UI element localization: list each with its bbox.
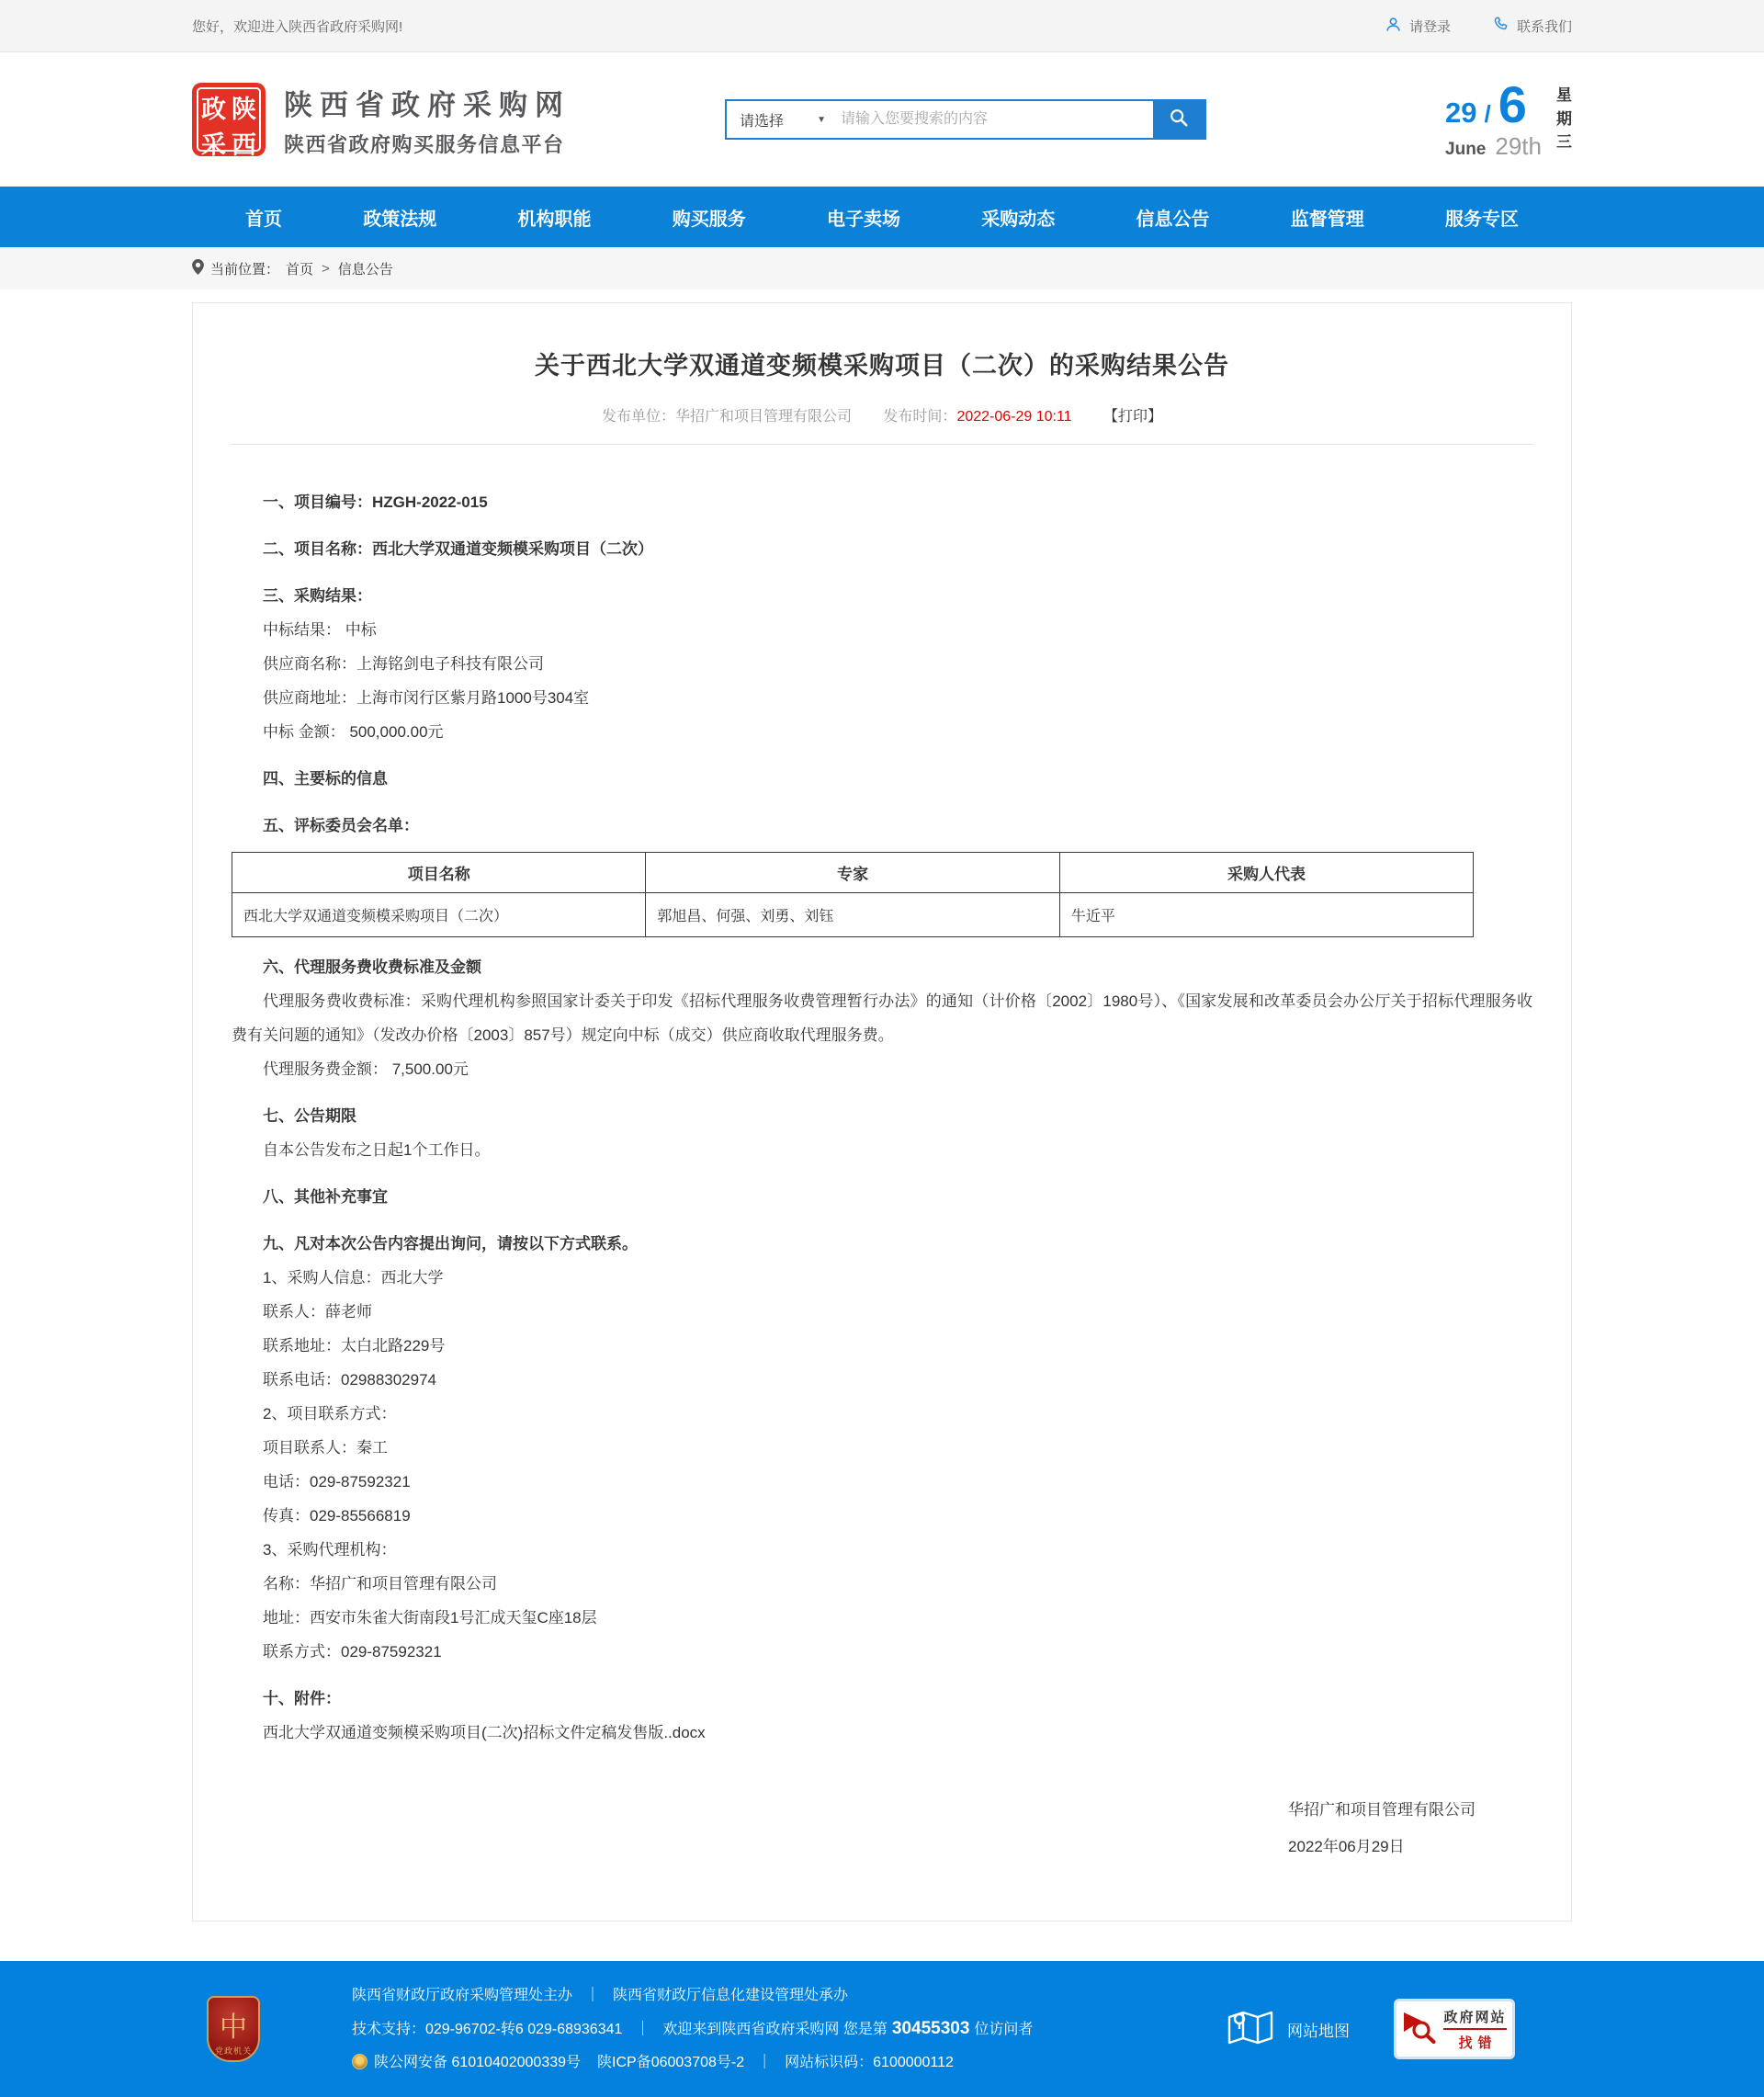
paragraph: 供应商地址：上海市闵行区紫月路1000号304室 [263, 689, 590, 707]
paragraph: 代理服务费收费标准：采购代理机构参照国家计委关于印发《招标代理服务收费管理暂行办法》的通知（计价格〔2002〕1980号）、《国家发展和改革委员会办公厅关于招标代理服务收费有关问题的通知》（发改办价格〔2003〕857号）规定向中标（成交）供应商收取代理服务费。 [232, 992, 1532, 1044]
paragraph: 2、项目联系方式： [263, 1405, 397, 1423]
sitemap-label: 网站地图 [1287, 2022, 1350, 2040]
breadcrumb-home-link[interactable]: 首页 [286, 261, 314, 278]
footer-host: 陕西省财政厅政府采购管理处主办 [352, 1987, 573, 2003]
nav-item-news[interactable]: 采购动态 [981, 209, 1056, 230]
nav-item-service[interactable]: 服务专区 [1445, 209, 1519, 230]
date-separator: / [1484, 99, 1491, 128]
paragraph: 自本公告发布之日起1个工作日。 [263, 1141, 491, 1159]
table-header-cell: 项目名称 [232, 853, 646, 893]
footer [0, 1961, 1764, 2097]
footer-line-1 [352, 1979, 1033, 2012]
section-heading: 七、公告期限 [263, 1107, 356, 1125]
paragraph: 中标结果： 中标 [263, 621, 377, 639]
article-meta [193, 404, 1571, 425]
table-header-cell: 专家 [646, 853, 1059, 893]
signature-block [232, 1792, 1532, 1865]
weekday-vertical: 星 期 三 [1556, 86, 1572, 152]
nav-item-supervision[interactable]: 监督管理 [1290, 209, 1364, 230]
meta-publisher: 华招广和项目管理有限公司 [674, 409, 852, 425]
site-title: 陕西省政府采购网 [284, 88, 571, 121]
section-heading: 四、主要标的信息 [263, 770, 388, 788]
person-icon [1385, 16, 1402, 37]
find-error-subtitle: 找错 [1458, 2035, 1498, 2051]
paragraph: 项目联系人：秦工 [263, 1439, 388, 1457]
section-heading: 五、评标委员会名单： [263, 817, 419, 834]
search-icon [1169, 108, 1189, 132]
login-button[interactable] [1385, 16, 1451, 37]
separator: ｜ [585, 1987, 601, 2003]
search-box [725, 99, 1206, 140]
contact-label: 联系我们 [1516, 18, 1572, 35]
paragraph: 中标 金额： 500,000.00元 [263, 723, 444, 741]
nav-item-notice[interactable]: 信息公告 [1136, 209, 1210, 230]
paragraph: 1、采购人信息：西北大学 [263, 1269, 444, 1287]
topbar-welcome: 您好，欢迎进入陕西省政府采购网! [192, 18, 403, 35]
paragraph: 联系地址：太白北路229号 [263, 1337, 446, 1355]
date-day: 29 [1445, 96, 1477, 129]
search-button[interactable] [1153, 101, 1204, 138]
date-widget [1445, 74, 1572, 161]
footer-text [352, 1979, 1033, 2080]
signature-date: 2022年06月29日 [1288, 1838, 1405, 1855]
welcome-text: 欢迎来到陕西省政府采购网 您是第 [662, 2021, 888, 2037]
separator: ｜ [635, 2021, 650, 2037]
table-cell: 牛近平 [1059, 893, 1473, 937]
table-row [232, 893, 1474, 937]
section-heading: 九、凡对本次公告内容提出询问，请按以下方式联系。 [263, 1235, 638, 1253]
date-month-name: June [1445, 139, 1487, 159]
police-badge-icon [352, 2054, 368, 2069]
site-id: 网站标识码：6100000112 [785, 2054, 954, 2070]
section-heading: 二、项目名称：西北大学双通道变频模采购项目（二次） [263, 540, 653, 558]
sitemap-button[interactable] [1227, 2008, 1350, 2051]
table-header-cell: 采购人代表 [1059, 853, 1473, 893]
paragraph: 联系电话：02988302974 [263, 1371, 437, 1389]
find-error-badge[interactable] [1394, 1999, 1515, 2059]
nav-item-mall[interactable]: 电子卖场 [827, 209, 900, 230]
main-nav [0, 187, 1764, 247]
footer-cohost: 陕西省财政厅信息化建设管理处承办 [613, 1987, 849, 2003]
section-heading: 六、代理服务费收费标准及金额 [263, 958, 481, 976]
gov-badge-label: 党政机关 [214, 2046, 252, 2056]
site-logo[interactable] [192, 83, 266, 159]
gov-emblem-icon: 中 [220, 2012, 247, 2043]
attachment-link[interactable]: 西北大学双通道变频模采购项目(二次)招标文件定稿发售版..docx [263, 1724, 706, 1741]
icp-link[interactable]: 陕ICP备06003708号-2 [597, 2054, 745, 2070]
article-card [192, 302, 1572, 1921]
section-heading: 八、其他补充事宜 [263, 1188, 388, 1206]
paragraph: 3、采购代理机构： [263, 1541, 397, 1559]
location-pin-icon [192, 259, 204, 278]
tech-support: 技术支持：029-96702-转6 029-68936341 [352, 2021, 623, 2037]
date-month: 6 [1498, 74, 1527, 133]
find-error-icon [1402, 2011, 1437, 2048]
separator: ｜ [757, 2054, 773, 2070]
paragraph: 供应商名称：上海铭剑电子科技有限公司 [263, 655, 544, 673]
paragraph: 传真：029-85566819 [263, 1507, 411, 1525]
meta-time: 2022-06-29 10:11 [956, 409, 1072, 425]
nav-item-org[interactable]: 机构职能 [517, 209, 592, 230]
paragraph: 代理服务费金额： 7,500.00元 [263, 1060, 469, 1078]
print-button[interactable]: 【打印】 [1103, 409, 1163, 425]
chevron-down-icon: ▼ [817, 114, 826, 125]
login-label: 请登录 [1408, 18, 1451, 35]
article-title: 关于西北大学双通道变频模采购项目（二次）的采购结果公告 [535, 352, 1229, 380]
search-category-select[interactable] [727, 101, 837, 138]
nav-item-purchase[interactable]: 购买服务 [672, 209, 746, 230]
footer-line-3 [352, 2046, 1033, 2080]
paragraph: 联系方式：029-87592321 [263, 1643, 442, 1661]
breadcrumb-current: 信息公告 [337, 261, 393, 278]
meta-publisher-label: 发布单位： [601, 409, 675, 425]
logo-char: 采 [201, 131, 226, 159]
header [0, 52, 1764, 187]
paragraph: 地址：西安市朱雀大街南段1号汇成天玺C座18层 [263, 1609, 597, 1627]
meta-time-label: 发布时间： [883, 409, 957, 425]
phone-icon [1493, 16, 1510, 36]
paragraph: 电话：029-87592321 [263, 1473, 411, 1491]
table-cell: 郭旭昌、何强、刘勇、刘钰 [646, 893, 1059, 937]
section-heading: 三、采购结果： [263, 587, 372, 605]
nav-item-home[interactable]: 首页 [245, 209, 282, 230]
site-subtitle: 陕西省政府购买服务信息平台 [284, 132, 565, 156]
logo-char: 陕 [232, 96, 256, 123]
section-heading: 十、附件： [263, 1690, 341, 1707]
breadcrumb-label: 当前位置： [210, 261, 280, 278]
paragraph: 联系人：薛老师 [263, 1303, 372, 1321]
eval-committee-table [232, 852, 1474, 937]
gov-agency-badge[interactable] [207, 1996, 260, 2062]
signature-org: 华招广和项目管理有限公司 [1288, 1801, 1476, 1819]
logo-char: 西 [232, 131, 256, 159]
footer-line-2 [352, 2012, 1033, 2046]
search-input[interactable] [837, 101, 1153, 138]
date-ordinal: 29th [1495, 131, 1542, 160]
table-header-row [232, 853, 1474, 893]
paragraph: 名称：华招广和项目管理有限公司 [263, 1575, 497, 1593]
article-content [193, 445, 1571, 1865]
contact-button[interactable] [1493, 16, 1572, 36]
topbar [0, 0, 1764, 52]
breadcrumb [0, 247, 1764, 289]
visitor-count: 30455303 [891, 2018, 970, 2038]
map-icon [1227, 2008, 1273, 2051]
breadcrumb-separator: > [322, 260, 330, 277]
table-cell: 西北大学双通道变频模采购项目（二次） [232, 893, 646, 937]
section-heading: 一、项目编号：HZGH-2022-015 [263, 493, 488, 511]
logo-char: 政 [201, 96, 226, 123]
find-error-title: 政府网站 [1443, 2007, 1506, 2030]
search-select-label: 请选择 [740, 113, 785, 130]
visitor-suffix: 位访问者 [974, 2021, 1034, 2037]
beian-link[interactable]: 陕公网安备 61010402000339号 [374, 2054, 582, 2070]
nav-item-policy[interactable]: 政策法规 [363, 209, 437, 230]
